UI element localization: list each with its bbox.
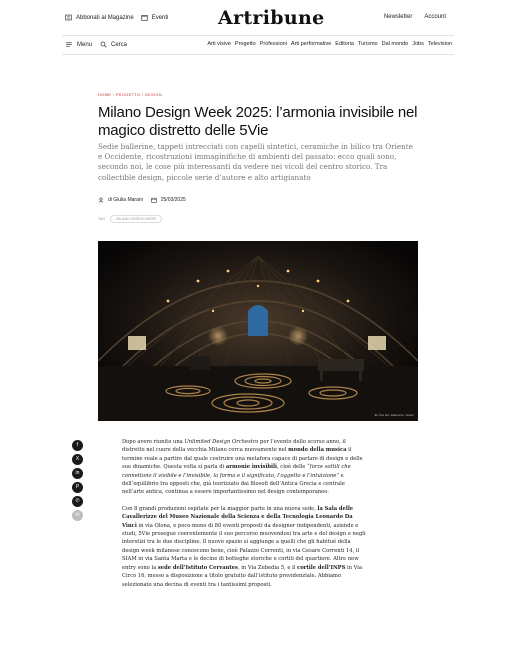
article-subtitle: Sedie ballerine, tappeti intrecciati con capelli sintetici, ceramiche in bilico tra Oriente e Occidente, ricostruzioni immaginifiche di ambienti del passato: ecco quali sono, secondo noi, le cose più interessanti da vedere nei vicoli del centro storico. Tra collectible design, piccole serie d’autore e alto artigianato xyxy=(98,142,413,182)
article-meta xyxy=(98,197,186,203)
nav-link-television[interactable]: Television xyxy=(427,41,452,47)
pinterest-share-icon[interactable]: P xyxy=(72,482,83,493)
top-left-links xyxy=(65,14,168,21)
nav-bar xyxy=(0,37,516,53)
nav-link-turismo[interactable]: Turismo xyxy=(357,41,378,47)
image-caption: Ex Vos Ids, Altamente, Vester xyxy=(374,413,414,417)
nav-link-arti-performative[interactable]: Arti performative xyxy=(290,41,332,47)
nav-link-jobs[interactable]: Jobs xyxy=(412,41,424,47)
menu-button[interactable]: Menu xyxy=(77,41,93,48)
publish-date: 25/03/2025 xyxy=(160,197,186,203)
author-icon xyxy=(98,197,104,203)
search-button[interactable]: Cerca xyxy=(111,41,128,48)
newsletter-link[interactable]: Newsletter xyxy=(383,14,413,20)
breadcrumb-home[interactable]: HOME xyxy=(98,92,112,97)
share-bar xyxy=(72,440,83,521)
x-share-icon[interactable]: X xyxy=(72,454,83,465)
article-title: Milano Design Week 2025: l’armonia invisibile nel magico distretto delle 5Vie xyxy=(98,104,418,139)
account-link[interactable]: Account xyxy=(424,14,446,20)
facebook-share-icon[interactable]: f xyxy=(72,440,83,451)
top-right-links xyxy=(384,14,450,20)
paragraph: Dopo avere riunito una Unlimited Design Orchestra per l’evento dello scorso anno, il distretto nel cuore della vecchia Milano cerca nuovamente nel mondo della musica il termine reale a partire dal quale costruire una metafora capace di parlare di design e delle sue dinamiche. Questa volta si parla di armonie invisibili, cioè delle “forze sottili che connettono il visibile e l’invisibile, la forma e il significato, l’oggetto e l’intuizione” e dell’equilibrio tra opposti che, già teorizzato dai filosofi dell’Antica Grecia e centrale nell’arte antica, continua a essere importantissimo nel design contemporaneo. xyxy=(122,439,363,496)
nav-links xyxy=(207,41,452,47)
tag-list xyxy=(98,215,162,223)
search-icon[interactable] xyxy=(100,41,107,48)
nav-link-editoria[interactable]: Editoria xyxy=(335,41,354,47)
events-link[interactable]: Eventi xyxy=(151,14,169,21)
breadcrumb: HOME › PROGETTO › DESIGN xyxy=(98,92,163,97)
nav-link-dal-mondo[interactable]: Dal mondo xyxy=(381,41,409,47)
site-logo[interactable]: Artribune xyxy=(218,7,325,29)
date-icon xyxy=(151,197,157,203)
breadcrumb-progetto[interactable]: PROGETTO xyxy=(115,92,141,97)
menu-icon[interactable] xyxy=(65,41,73,48)
tags-label: TAG xyxy=(98,217,106,221)
magazine-icon xyxy=(65,14,72,21)
header-divider xyxy=(62,35,454,36)
paragraph: Con 8 grandi produzioni ospitate per la maggior parte in una nuova sede, la Sala delle Cavallerizze del Museo Nazionale della Scienza e della Tecnologia Leonardo Da Vinci in via Olona, e poco meno di 80 eventi proposti da designer indipendenti, aziende e studi, 5Vie prosegue coerentemente il suo percorso muovendosi tra arte e del design e negli interstizi tra le due discipline. Il nuovo spazio si aggiunge a quelli che gli habitué della design week milanese conoscono bene, cioè Palazzo Correnti, in via Cesare Correnti 14, il SIAM in via Santa Marta e le decine di botteghe storiche e cortili del quartiere. Altre new entry sono la sede dell’Istituto Cervantes, in Via Zebedia 5, e il cortile dell’INPS in Via Circo 16, messo a disposizione a titolo gratuito dall’istituto previdenziale. Abbiamo selezionato una decina di eventi tra i tantissimi proposti. xyxy=(122,505,366,588)
author-name[interactable]: di Giulia Marani xyxy=(108,197,143,203)
breadcrumb-design[interactable]: DESIGN xyxy=(144,92,163,97)
nav-link-progetto[interactable]: Progetto xyxy=(234,41,256,47)
email-share-icon[interactable]: ✉ xyxy=(72,510,83,521)
subscribe-link[interactable]: Abbonati al Magazine xyxy=(76,14,134,21)
hero-image xyxy=(98,241,418,421)
nav-link-professioni[interactable]: Professioni xyxy=(259,41,287,47)
linkedin-share-icon[interactable]: in xyxy=(72,468,83,479)
article-body xyxy=(122,438,366,597)
whatsapp-share-icon[interactable]: ✆ xyxy=(72,496,83,507)
nav-link-arti-visive[interactable]: Arti visive xyxy=(207,41,231,47)
calendar-icon xyxy=(141,14,148,21)
nav-left xyxy=(65,41,127,48)
tag-pill[interactable]: MILANO DESIGN WEEK xyxy=(110,215,162,223)
top-bar xyxy=(0,0,516,36)
hero-illustration xyxy=(98,241,418,421)
nav-divider xyxy=(62,54,454,55)
